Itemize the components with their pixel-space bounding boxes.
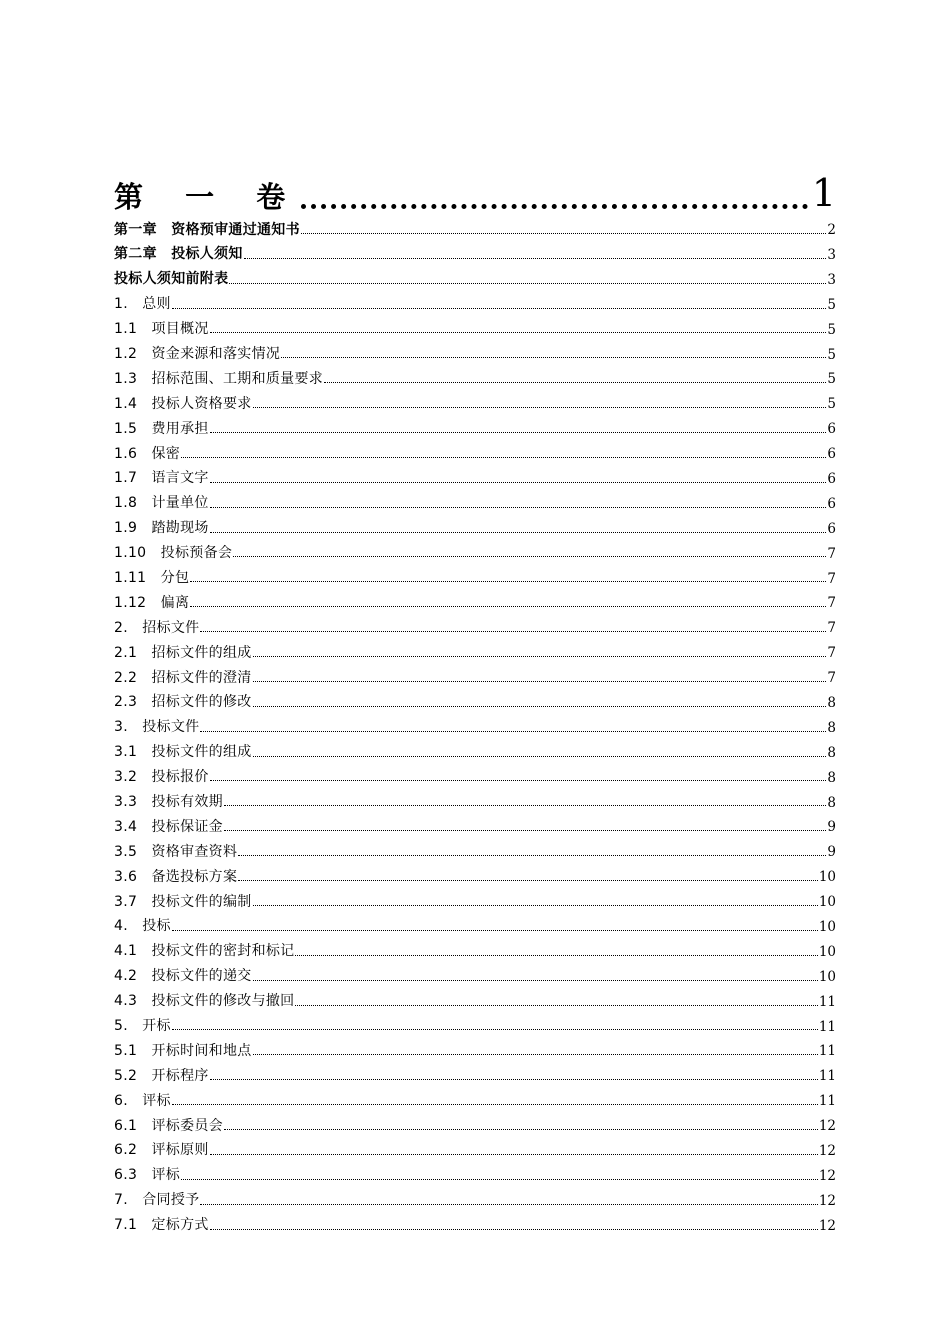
toc-entry-label: 第二章 投标人须知 (114, 246, 243, 263)
toc-entry[interactable] (114, 935, 836, 960)
toc-volume-entry[interactable] (114, 168, 836, 215)
toc-entry-label: 1.3 招标范围、工期和质量要求 (114, 370, 324, 387)
dot-leader (210, 507, 827, 508)
dot-leader (301, 233, 827, 234)
toc-entry-page-number: 6 (827, 446, 836, 463)
toc-entry-page-number: 11 (818, 1043, 836, 1060)
dot-leader (295, 955, 817, 956)
toc-entry[interactable] (114, 412, 836, 437)
toc-entry-label: 5.2 开标程序 (114, 1067, 209, 1084)
toc-entry-label: 7.1 定标方式 (114, 1217, 209, 1234)
dot-leader (200, 631, 826, 632)
toc-entry[interactable] (114, 960, 836, 985)
dot-leader (253, 980, 818, 981)
toc-entry-page-number: 5 (827, 321, 836, 338)
toc-entry-page-number: 8 (827, 694, 836, 711)
toc-entry[interactable] (114, 263, 836, 288)
toc-entry-page-number: 7 (827, 570, 836, 587)
dot-leader (224, 1129, 818, 1130)
toc-entry-page-number: 5 (827, 396, 836, 413)
dot-leader (224, 805, 826, 806)
toc-entry-label: 投标人须知前附表 (114, 271, 229, 288)
dot-leader (210, 432, 827, 433)
dot-leader (229, 283, 826, 284)
toc-entry-page-number: 10 (818, 943, 836, 960)
toc-entry-label: 1.11 分包 (114, 569, 190, 586)
dot-leader (190, 606, 826, 607)
toc-entry[interactable] (114, 337, 836, 362)
toc-entry-page-number: 8 (827, 794, 836, 811)
toc-entry-page-number: 10 (818, 869, 836, 886)
toc-entry-page-number: 6 (827, 421, 836, 438)
toc-entry-label: 6. 评标 (114, 1092, 171, 1109)
toc-entry[interactable] (114, 1034, 836, 1059)
toc-entry[interactable] (114, 487, 836, 512)
toc-entry[interactable] (114, 437, 836, 462)
toc-entry[interactable] (114, 561, 836, 586)
toc-entry-page-number: 7 (827, 645, 836, 662)
dot-leader (210, 780, 827, 781)
toc-entry[interactable] (114, 1010, 836, 1035)
toc-entry-label: 3.3 投标有效期 (114, 793, 223, 810)
toc-entry[interactable] (114, 213, 836, 238)
dot-leader (253, 681, 827, 682)
toc-entry-label: 7. 合同授予 (114, 1192, 200, 1209)
toc-entry[interactable] (114, 810, 836, 835)
toc-entry[interactable] (114, 785, 836, 810)
dot-leader (172, 308, 827, 309)
toc-entry[interactable] (114, 835, 836, 860)
toc-entry-label: 6.2 评标原则 (114, 1142, 209, 1159)
toc-entry-label: 1.2 资金来源和落实情况 (114, 345, 281, 362)
toc-entry-page-number: 6 (827, 520, 836, 537)
toc-entry-page-number: 2 (827, 222, 836, 239)
toc-entry[interactable] (114, 985, 836, 1010)
dot-leader (210, 332, 827, 333)
toc-entry-label: 1.9 踏勘现场 (114, 520, 209, 537)
toc-entry[interactable] (114, 288, 836, 313)
toc-entry-page-number: 11 (818, 1018, 836, 1035)
toc-entry-page-number: 12 (818, 1118, 836, 1135)
toc-entry-page-number: 7 (827, 670, 836, 687)
toc-entry-label: 第一章 资格预审通过通知书 (114, 221, 300, 238)
toc-entry-label: 3.5 资格审查资料 (114, 843, 238, 860)
toc-entry[interactable] (114, 736, 836, 761)
dot-leader (324, 382, 826, 383)
dot-leader (210, 482, 827, 483)
toc-entry-label: 1.12 偏离 (114, 594, 190, 611)
toc-entry-page-number: 11 (818, 1093, 836, 1110)
toc-entry-page-number: 10 (818, 918, 836, 935)
toc-entry-label: 4.2 投标文件的递交 (114, 968, 252, 985)
toc-entry-label: 3.2 投标报价 (114, 769, 209, 786)
toc-entry-label: 2.1 招标文件的组成 (114, 644, 252, 661)
dot-leader (253, 407, 827, 408)
volume-page-number: 1 (811, 171, 836, 215)
dot-leader (253, 756, 827, 757)
toc-entry-page-number: 6 (827, 470, 836, 487)
toc-entry-label: 5.1 开标时间和地点 (114, 1042, 252, 1059)
toc-entry-page-number: 12 (818, 1143, 836, 1159)
toc-entry[interactable] (114, 1084, 836, 1109)
toc-entry[interactable] (114, 761, 836, 786)
toc-entry-page-number: 8 (827, 769, 836, 786)
dot-leader (224, 830, 826, 831)
dot-leader (172, 1104, 818, 1105)
dot-leader (244, 258, 827, 259)
toc-entry[interactable] (114, 661, 836, 686)
table-of-contents (114, 213, 836, 1234)
dot-leader (200, 731, 826, 732)
toc-entry[interactable] (114, 1134, 836, 1159)
toc-entry-label: 3.6 备选投标方案 (114, 868, 238, 885)
dot-leader (200, 1204, 817, 1205)
toc-entry-label: 2. 招标文件 (114, 619, 200, 636)
toc-entry-page-number: 7 (827, 620, 836, 637)
toc-entry-page-number: 11 (818, 1068, 836, 1085)
toc-entry-label: 6.3 评标 (114, 1167, 181, 1184)
toc-entry-label: 2.3 招标文件的修改 (114, 694, 252, 711)
toc-entry[interactable] (114, 462, 836, 487)
toc-entry[interactable] (114, 910, 836, 935)
toc-entry-page-number: 9 (827, 819, 836, 836)
toc-entry-label: 3.7 投标文件的编制 (114, 893, 252, 910)
toc-entry-label: 5. 开标 (114, 1018, 171, 1034)
toc-entry[interactable] (114, 512, 836, 537)
toc-entry-page-number: 5 (827, 346, 836, 363)
toc-entry-page-number: 6 (827, 495, 836, 512)
toc-entry[interactable] (114, 860, 836, 885)
dot-leader (210, 1154, 818, 1155)
toc-entry-label: 1.6 保密 (114, 445, 181, 462)
toc-entry[interactable] (114, 1184, 836, 1209)
toc-entry-label: 4.1 投标文件的密封和标记 (114, 943, 295, 960)
dot-leader (172, 1029, 818, 1030)
toc-entry[interactable] (114, 636, 836, 661)
dot-leader (181, 1179, 818, 1180)
toc-entry-page-number: 10 (818, 968, 836, 985)
toc-entry[interactable] (114, 362, 836, 387)
toc-entry[interactable] (114, 1159, 836, 1184)
toc-entry-page-number: 3 (827, 271, 836, 288)
dot-leader (210, 1229, 818, 1230)
dot-leader (238, 855, 826, 856)
toc-entry-page-number: 9 (827, 844, 836, 861)
toc-entry[interactable] (114, 611, 836, 636)
dot-leader (253, 1054, 818, 1055)
toc-entry-page-number: 5 (827, 296, 836, 313)
toc-entry[interactable] (114, 1109, 836, 1134)
dot-leader (281, 357, 826, 358)
toc-entry-label: 1.1 项目概况 (114, 321, 209, 338)
toc-entry-page-number: 12 (818, 1192, 836, 1209)
toc-entry-label: 3.4 投标保证金 (114, 818, 223, 835)
toc-entry-page-number: 11 (818, 993, 836, 1010)
toc-entry[interactable] (114, 387, 836, 412)
toc-entry-page-number: 5 (827, 371, 836, 388)
toc-entry[interactable] (114, 885, 836, 910)
toc-entry-label: 3.1 投标文件的组成 (114, 744, 252, 761)
toc-entry-page-number: 12 (818, 1167, 836, 1184)
dot-leader (181, 457, 826, 458)
toc-entry-page-number: 8 (827, 719, 836, 736)
toc-entry-page-number: 10 (818, 894, 836, 911)
toc-entry[interactable] (114, 1209, 836, 1234)
toc-entry-page-number: 7 (827, 545, 836, 562)
toc-entry-label: 6.1 评标委员会 (114, 1117, 223, 1134)
dot-leader (190, 581, 826, 582)
toc-entry[interactable] (114, 686, 836, 711)
toc-entry-label: 1.8 计量单位 (114, 495, 209, 512)
toc-entry-label: 1.10 投标预备会 (114, 545, 233, 562)
toc-entry-label: 1.5 费用承担 (114, 420, 209, 437)
toc-entry[interactable] (114, 711, 836, 736)
toc-entry-label: 2.2 招标文件的澄清 (114, 669, 252, 686)
dot-leader (210, 532, 827, 533)
toc-entry[interactable] (114, 313, 836, 338)
dot-leader (295, 1005, 817, 1006)
toc-entry-label: 4. 投标 (114, 918, 171, 935)
toc-entry-page-number: 3 (827, 246, 836, 263)
toc-entry[interactable] (114, 1059, 836, 1084)
dot-leader (210, 1079, 818, 1080)
toc-entry-label: 1.4 投标人资格要求 (114, 395, 252, 412)
toc-entry-page-number: 12 (818, 1217, 836, 1234)
dot-leader (233, 556, 826, 557)
volume-title: 第 一 卷 (114, 180, 302, 214)
dot-leader (238, 880, 818, 881)
toc-entry-label: 4.3 投标文件的修改与撤回 (114, 993, 295, 1010)
toc-entry[interactable] (114, 238, 836, 263)
dot-leader (253, 656, 827, 657)
toc-entry-label: 3. 投标文件 (114, 719, 200, 736)
toc-entry-label: 1. 总则 (114, 296, 171, 313)
dot-leader (172, 930, 818, 931)
dot-leader (301, 204, 808, 209)
toc-entry-page-number: 8 (827, 744, 836, 761)
dot-leader (253, 706, 827, 707)
dot-leader (253, 905, 818, 906)
toc-entry-page-number: 7 (827, 595, 836, 612)
toc-entry-label: 1.7 语言文字 (114, 470, 209, 487)
toc-entry[interactable] (114, 586, 836, 611)
toc-entry[interactable] (114, 537, 836, 562)
